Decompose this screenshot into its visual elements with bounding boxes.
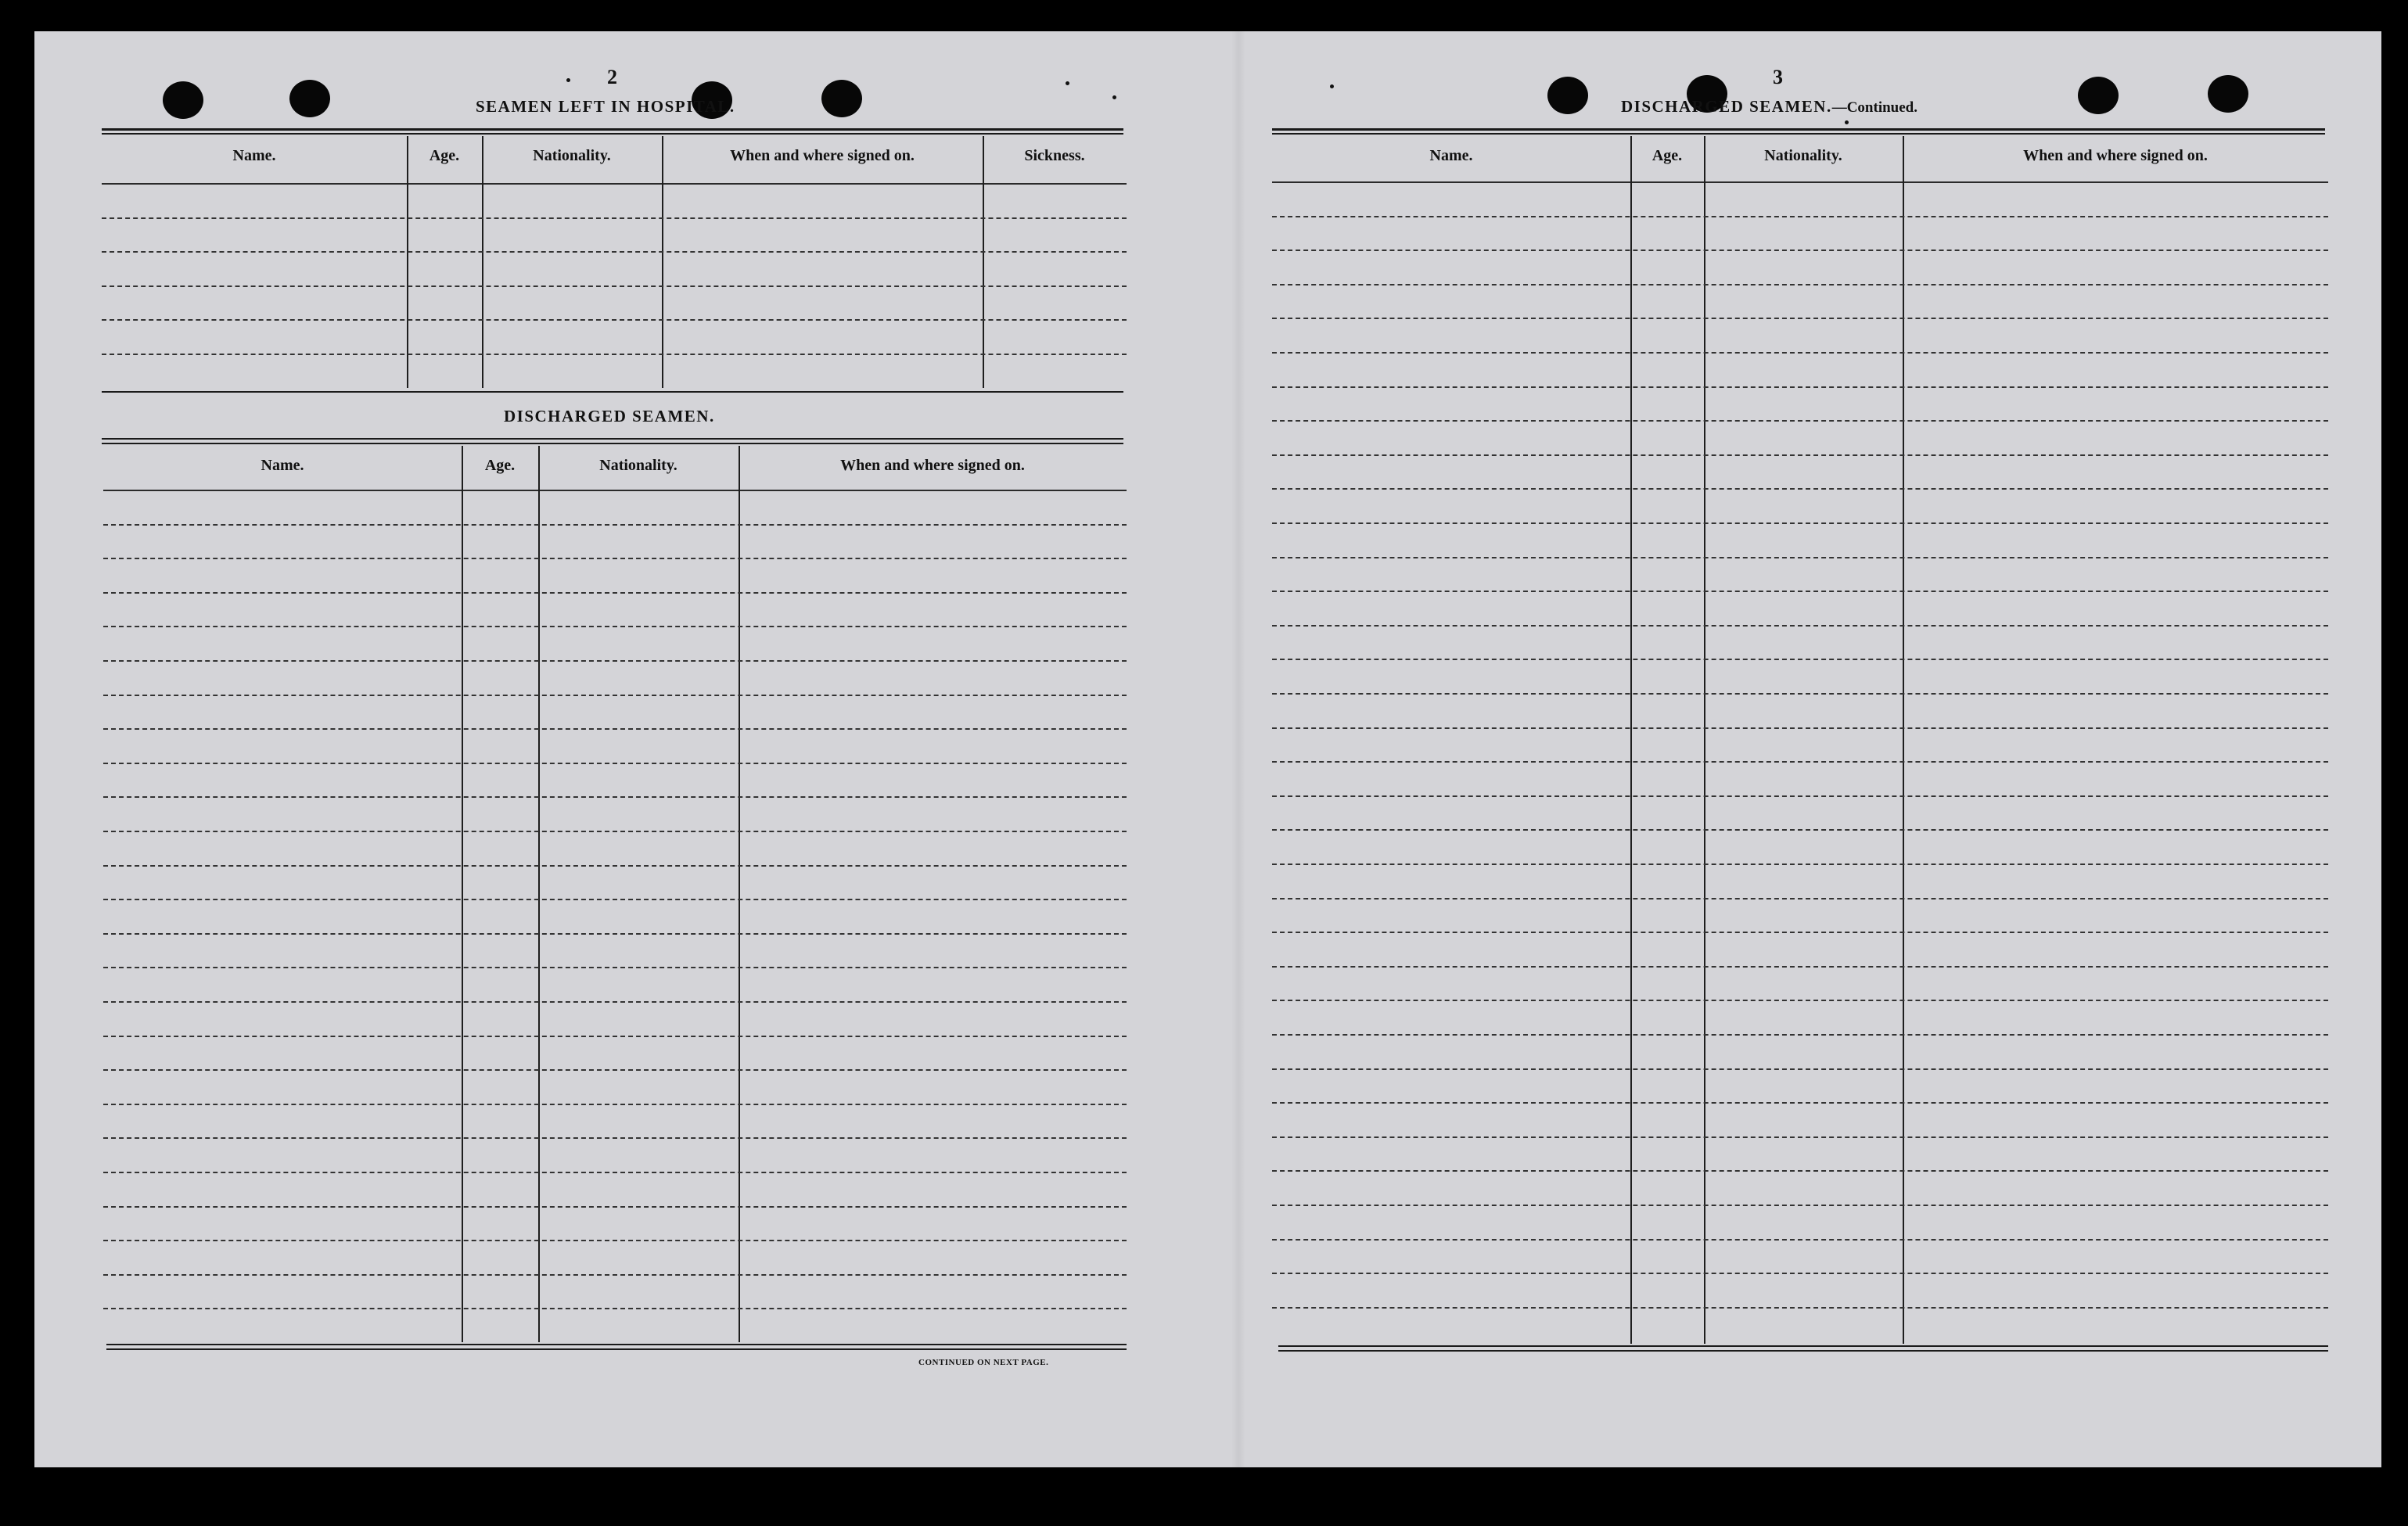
column-header: Name. bbox=[261, 457, 304, 474]
column-divider bbox=[462, 446, 463, 1342]
column-header: Nationality. bbox=[1764, 147, 1842, 164]
column-header: When and where signed on. bbox=[730, 147, 915, 164]
row-line bbox=[1272, 625, 2328, 627]
document-sheet bbox=[34, 31, 2381, 1467]
punch-hole bbox=[2208, 75, 2248, 113]
ink-speck bbox=[1066, 81, 1069, 85]
hospital-section-title: SEAMEN LEFT IN HOSPITAL. bbox=[476, 97, 735, 116]
punch-hole bbox=[2078, 77, 2119, 114]
column-divider bbox=[538, 446, 540, 1342]
column-header: Nationality. bbox=[599, 457, 677, 474]
column-header: Age. bbox=[484, 457, 516, 474]
row-line bbox=[103, 660, 1127, 662]
row-line bbox=[103, 899, 1127, 900]
section-rule bbox=[102, 443, 1123, 444]
row-line bbox=[103, 1001, 1127, 1003]
row-line bbox=[102, 217, 1127, 219]
header-rule bbox=[102, 133, 1123, 135]
continued-note: CONTINUED ON NEXT PAGE. bbox=[918, 1358, 1049, 1367]
header-rule bbox=[1272, 133, 2325, 135]
ink-speck bbox=[566, 78, 570, 82]
row-line bbox=[103, 763, 1127, 764]
row-line bbox=[103, 1240, 1127, 1241]
punch-hole bbox=[1547, 77, 1588, 114]
punch-hole bbox=[163, 81, 203, 119]
row-line bbox=[103, 1104, 1127, 1105]
row-line bbox=[1272, 898, 2328, 899]
row-line bbox=[103, 865, 1127, 867]
punch-hole bbox=[289, 80, 330, 117]
row-line bbox=[1272, 284, 2328, 285]
row-line bbox=[1272, 1170, 2328, 1172]
column-header: Name. bbox=[232, 147, 276, 164]
row-line bbox=[103, 831, 1127, 832]
row-line bbox=[103, 558, 1127, 559]
section-rule bbox=[102, 438, 1123, 440]
column-header: Age. bbox=[1651, 147, 1683, 164]
row-line bbox=[103, 1137, 1127, 1139]
row-line bbox=[1272, 932, 2328, 933]
row-line bbox=[1272, 761, 2328, 763]
table-bottom-rule bbox=[1278, 1345, 2328, 1347]
column-header: Sickness. bbox=[1024, 147, 1085, 164]
column-divider bbox=[662, 136, 663, 388]
page-number-left: 2 bbox=[607, 66, 617, 88]
page-fold bbox=[1231, 31, 1245, 1467]
row-line bbox=[1272, 386, 2328, 388]
row-line bbox=[1272, 454, 2328, 456]
header-rule bbox=[102, 128, 1123, 131]
row-line bbox=[1272, 352, 2328, 354]
row-line bbox=[1272, 829, 2328, 831]
table-bottom-rule bbox=[1278, 1350, 2328, 1352]
column-header: Name. bbox=[1429, 147, 1473, 164]
ink-speck bbox=[1112, 95, 1116, 99]
row-line bbox=[103, 1036, 1127, 1037]
column-header: When and where signed on. bbox=[840, 457, 1025, 474]
row-line bbox=[103, 1308, 1127, 1309]
header-underline bbox=[102, 183, 1127, 185]
column-divider bbox=[482, 136, 483, 388]
row-line bbox=[1272, 557, 2328, 558]
row-line bbox=[102, 285, 1127, 287]
row-line bbox=[1272, 216, 2328, 217]
row-line bbox=[1272, 250, 2328, 251]
row-line bbox=[102, 251, 1127, 253]
column-header: Age. bbox=[429, 147, 460, 164]
column-divider bbox=[983, 136, 984, 388]
column-divider bbox=[407, 136, 408, 388]
row-line bbox=[103, 626, 1127, 627]
row-line bbox=[1272, 727, 2328, 729]
header-underline bbox=[1272, 181, 2328, 183]
row-line bbox=[103, 967, 1127, 968]
row-line bbox=[1272, 1239, 2328, 1241]
ink-speck bbox=[1330, 84, 1334, 88]
column-divider bbox=[739, 446, 740, 1342]
row-line bbox=[1272, 1136, 2328, 1138]
row-line bbox=[1272, 1205, 2328, 1206]
row-line bbox=[103, 1069, 1127, 1071]
table-bottom-rule bbox=[106, 1344, 1127, 1345]
row-line bbox=[1272, 1000, 2328, 1001]
row-line bbox=[103, 695, 1127, 696]
row-line bbox=[1272, 591, 2328, 592]
row-line bbox=[1272, 659, 2328, 660]
table-bottom-rule bbox=[106, 1348, 1127, 1350]
row-line bbox=[1272, 1307, 2328, 1309]
discharged-section-title: DISCHARGED SEAMEN. bbox=[504, 407, 715, 425]
header-rule bbox=[1272, 128, 2325, 131]
row-line bbox=[1272, 420, 2328, 422]
page-number-right: 3 bbox=[1773, 66, 1783, 88]
row-line bbox=[103, 1206, 1127, 1208]
row-line bbox=[1272, 488, 2328, 490]
row-line bbox=[103, 1172, 1127, 1173]
row-line bbox=[103, 1274, 1127, 1276]
row-line bbox=[1272, 693, 2328, 695]
column-header: Nationality. bbox=[533, 147, 611, 164]
section-rule bbox=[102, 391, 1123, 393]
row-line bbox=[103, 524, 1127, 526]
row-line bbox=[102, 319, 1127, 321]
row-line bbox=[103, 933, 1127, 935]
right-section-title bbox=[1621, 97, 1917, 117]
header-underline bbox=[103, 490, 1127, 491]
right-section-title-text: DISCHARGED SEAMEN. bbox=[1621, 97, 1832, 116]
row-line bbox=[1272, 966, 2328, 968]
row-line bbox=[102, 354, 1127, 355]
punch-hole bbox=[821, 80, 862, 117]
ink-speck bbox=[1845, 120, 1849, 124]
row-line bbox=[1272, 1034, 2328, 1036]
row-line bbox=[103, 728, 1127, 730]
row-line bbox=[103, 796, 1127, 798]
row-line bbox=[1272, 795, 2328, 797]
row-line bbox=[1272, 1068, 2328, 1070]
row-line bbox=[1272, 318, 2328, 319]
row-line bbox=[103, 592, 1127, 594]
row-line bbox=[1272, 522, 2328, 524]
row-line bbox=[1272, 864, 2328, 865]
row-line bbox=[1272, 1102, 2328, 1104]
right-section-title-suffix: —Continued. bbox=[1831, 99, 1917, 116]
row-line bbox=[1272, 1273, 2328, 1274]
column-header: When and where signed on. bbox=[2023, 147, 2208, 164]
